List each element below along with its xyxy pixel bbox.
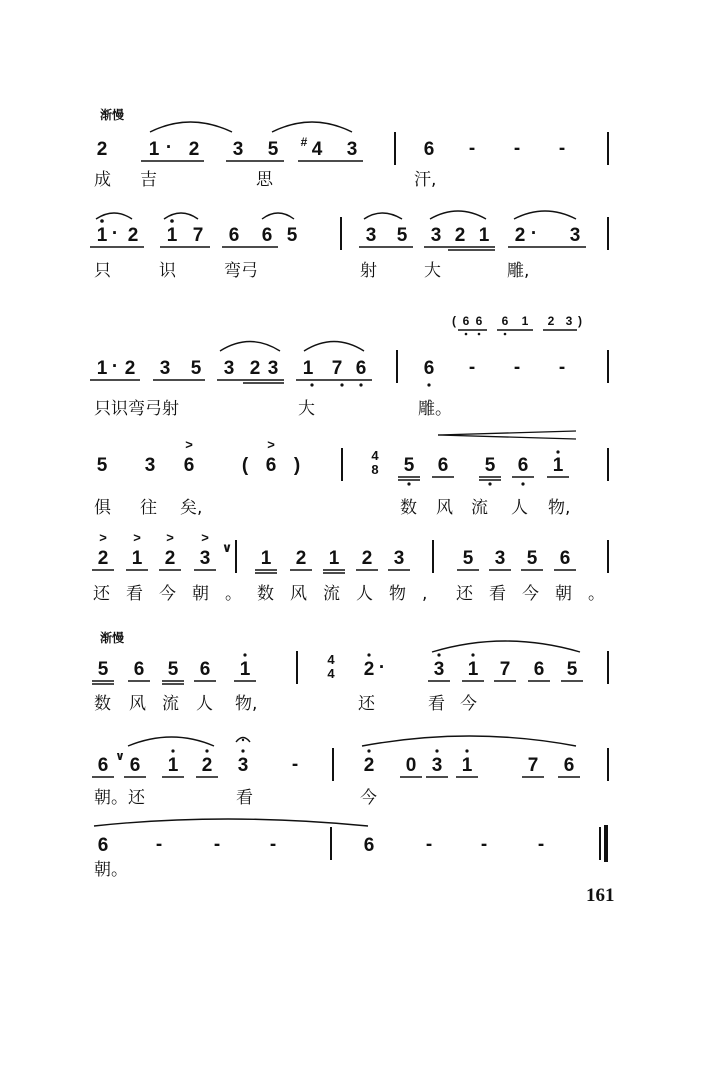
note: 2 [363,659,375,680]
intro-note: 6 [462,314,470,328]
dot: · [111,223,119,244]
lyric: 成 [94,170,111,190]
lyric: 只识弯弓射 [94,399,179,419]
note: 1 [260,548,272,569]
lyric: 还看今朝。 [93,584,258,604]
intro-paren: ) [578,314,582,328]
note: 5 [396,225,408,246]
note: 6 [517,455,529,476]
note: 2 [201,755,213,776]
intro-note: 1 [521,314,529,328]
lyric: 矣, [180,498,203,518]
lyric: 识 [159,261,176,281]
lyric: 人 [511,498,528,518]
note: 5 [403,455,415,476]
paren: ( [241,455,249,476]
note: 1 [131,548,143,569]
note: 1 [96,358,108,379]
fermata-icon [236,738,250,743]
note: 6 [423,139,435,160]
accent-mark: > [166,530,174,545]
note: 5 [96,455,108,476]
note: 2 [124,358,136,379]
time-signature-bottom: 4 [327,665,335,681]
accent-mark: > [133,530,141,545]
note: 1 [467,659,479,680]
lyric: 大 [298,399,315,419]
intro-paren: ( [452,314,456,328]
note: 2 [188,139,200,160]
dash: - [269,834,277,855]
lyric: 物, [235,694,258,714]
intro-note: 6 [501,314,509,328]
note: 3 [494,548,506,569]
note: 1 [239,659,251,680]
intro-note: 3 [565,314,573,328]
note: 7 [331,358,343,379]
lyric: 吉 [140,170,157,190]
lyric: 思 [256,170,273,190]
note: 5 [484,455,496,476]
note: 4 [311,139,323,160]
note: 6 [133,659,145,680]
note: 3 [199,548,211,569]
note: 1 [478,225,490,246]
lyric: 弯弓 [224,261,258,281]
lyric: 还看今朝。 [456,584,621,604]
note: 5 [526,548,538,569]
dash: - [291,754,299,775]
note: 2 [164,548,176,569]
time-signature-top: 4 [371,448,379,463]
note: 6 [199,659,211,680]
lyric: 大 [424,261,441,281]
note: 6 [363,835,375,856]
note: 6 [129,755,141,776]
dash: - [513,357,521,378]
note: 2 [361,548,373,569]
note: 5 [566,659,578,680]
time-signature [324,653,338,680]
lyric: 雕, [507,261,530,281]
lyric: 朝。 [94,860,128,880]
note: 7 [499,659,511,680]
note: 7 [527,755,539,776]
time-signature-bottom: 8 [371,461,379,477]
note: 6 [559,548,571,569]
dash: - [480,834,488,855]
note: 5 [190,358,202,379]
note: 6 [423,358,435,379]
note: 3 [433,659,445,680]
breath-mark: ∨ [221,540,233,555]
crescendo-hairpin [438,431,576,439]
paren: ) [293,455,301,476]
note: 6 [183,455,195,476]
note: 6 [437,455,449,476]
accent-mark: > [267,437,275,452]
dash: - [425,834,433,855]
dot: · [530,223,538,244]
note: 6 [265,455,277,476]
note: 2 [514,225,526,246]
note: 3 [431,755,443,776]
note: 5 [462,548,474,569]
note: 2 [295,548,307,569]
accent-mark: > [201,530,209,545]
lyric: 俱 [94,498,111,518]
note: 5 [267,139,279,160]
note: 3 [223,358,235,379]
time-signature [368,449,382,476]
note: 6 [261,225,273,246]
lyric: 数风流人物, [257,584,444,604]
lyric: 只 [94,261,111,281]
lyric: 数 [400,498,417,518]
intro-note: 2 [547,314,555,328]
accent-mark: > [99,530,107,545]
note: 3 [430,225,442,246]
dot: · [378,657,386,678]
note: 1 [96,225,108,246]
note: 3 [237,755,249,776]
note: 1 [148,139,160,160]
note: 6 [97,835,109,856]
dash: - [537,834,545,855]
time-signature-top: 4 [327,652,335,667]
note: 7 [192,225,204,246]
breath-mark: ∨ [115,749,125,763]
note: 2 [454,225,466,246]
note: 6 [228,225,240,246]
lyric: 朝。还 [94,788,145,808]
lyric: 看 [236,788,253,808]
lyric: 今 [360,788,377,808]
note: 5 [97,659,109,680]
dash: - [513,138,521,159]
accent-mark: > [185,437,193,452]
lyric: 往 [140,498,157,518]
dash: - [213,834,221,855]
lyric: 雕。 [418,399,452,419]
lyric: 物, [548,498,571,518]
note: 3 [346,139,358,160]
duration-underlines [90,161,586,777]
note: 3 [232,139,244,160]
note: 5 [286,225,298,246]
note: 6 [355,358,367,379]
dot: · [111,356,119,377]
note: 2 [363,755,375,776]
lyric: 射 [360,261,377,281]
note: 2 [96,139,108,160]
dash: - [558,138,566,159]
note: 6 [97,755,109,776]
intro-note: 6 [475,314,483,328]
dash: - [155,834,163,855]
note: 1 [461,755,473,776]
tempo-mark: 渐慢 [100,108,125,122]
dash: - [468,138,476,159]
dash: - [558,357,566,378]
tempo-mark: 渐慢 [100,631,125,645]
lyric: 风 [436,498,453,518]
sharp-sign: # [300,135,308,149]
lyric: 风 [129,694,146,714]
note: 2 [249,358,261,379]
dash: - [468,357,476,378]
note: 3 [159,358,171,379]
page-number: 161 [586,885,615,906]
lyric: 今 [460,694,477,714]
note: 2 [127,225,139,246]
note: 1 [302,358,314,379]
note: 3 [144,455,156,476]
note: 3 [393,548,405,569]
lyric: 看 [428,694,445,714]
lyric: 汗, [414,170,437,190]
note: 0 [405,755,417,776]
note: 6 [563,755,575,776]
note: 3 [365,225,377,246]
note: 3 [569,225,581,246]
dot: · [165,137,173,158]
note: 2 [97,548,109,569]
note: 1 [328,548,340,569]
lyric: 人 [196,694,213,714]
note: 3 [267,358,279,379]
note: 1 [552,455,564,476]
note: 1 [166,225,178,246]
lyric: 数 [94,694,111,714]
lyric: 流 [471,498,488,518]
note: 5 [167,659,179,680]
lyric: 流 [162,694,179,714]
note: 1 [167,755,179,776]
lyric: 还 [358,694,375,714]
note: 6 [533,659,545,680]
